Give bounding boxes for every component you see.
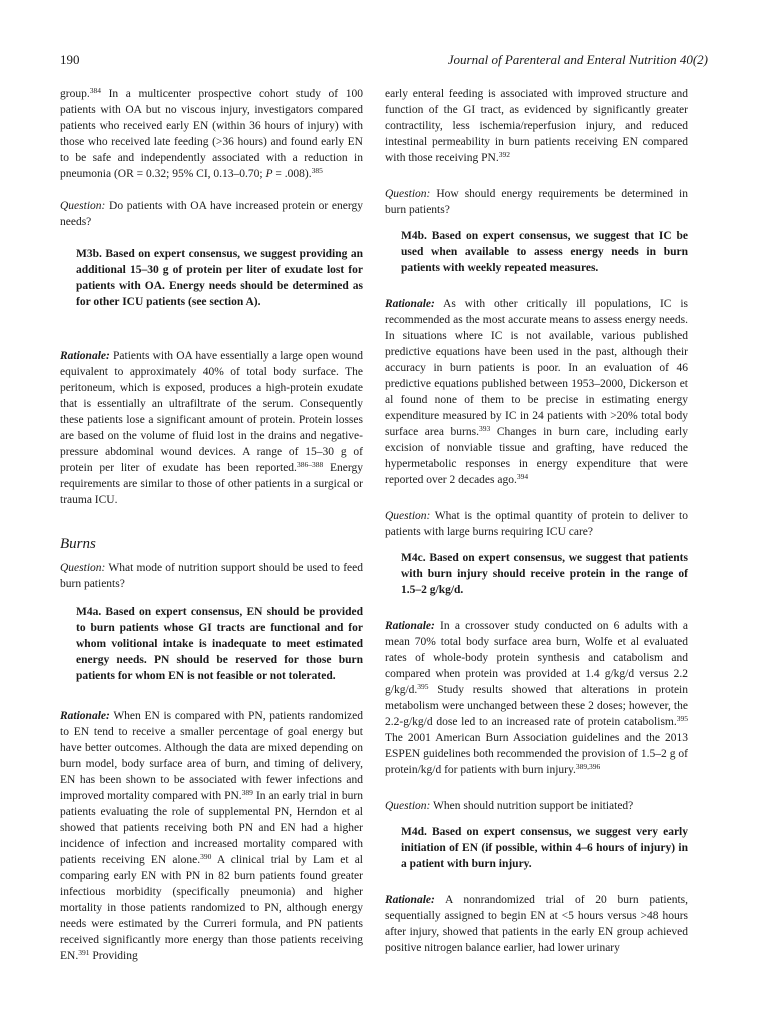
question [60,560,363,592]
page-number: 190 [60,52,80,67]
recommendation-m4b: M4b. Based on expert consensus, we suggest that IC be used when available to assess energy needs in burn patients with weekly repeated measures. [401,230,688,274]
reference-superscript: 390 [200,852,212,861]
question-text: Do patients with OA have increased protein or energy needs? [60,200,363,228]
text-run: Energy requirements are similar to those of other patients in a surgical or trauma ICU. [60,462,363,506]
question-text: What mode of nutrition support should be used to feed burn patients? [60,562,363,590]
rationale-label: Rationale: [385,298,435,310]
right-column [385,86,688,956]
recommendation-m4a: M4a. Based on expert consensus, EN should be provided to burn patients whose GI tracts are functional and for whom volitional intake is inadequate to meet estimated energy needs. PN should be reserved for those burn patients for whom EN is not feasible or not tolerated. [76,606,363,682]
reference-superscript: 395 [676,714,688,723]
text-run: Changes in burn care, including early excision of nonviable tissue and grafting, have reduced the hypermetabolic responses in energy expenditure that were reported over 2 decades ago. [385,426,688,486]
p-value-symbol: P [265,168,273,180]
text-run: In an early trial in burn patients evaluating the role of supplemental PN, Herndon et al showed that patients receiving both PN and EN had a higher incidence of infection and increased mortality compared with patients receiving EN alone. [60,790,363,866]
question-text: How should energy requirements be determined in burn patients? [385,188,688,216]
text-run: Providing [89,950,138,962]
text-run: Patients with OA have essentially a large open wound equivalent to approximately 40% of total body surface. The peritoneum, which is exposed, produces a high-protein exudate that is essentially an ultrafiltrate of the serum. Consequently these patients lose a significant amount of protein. Protein losses are based on the volume of fluid lost in the drains and negative-pressure abdominal wound devices. A range of 15–30 g of protein per liter of exudate has been reported. [60,350,363,474]
question [60,198,363,230]
text-run: early enteral feeding is associated with improved structure and function of the GI tract, as evidenced by significantly greater contractility, less ischemia/reperfusion injury, and reduced intestinal permeability in burn patients receiving EN compared with those receiving PN. [385,88,688,164]
reference-superscript: 395 [417,682,429,691]
reference-superscript: 385 [311,166,323,175]
rationale-label: Rationale: [60,350,110,362]
left-column [60,86,363,964]
rationale [385,296,688,488]
rationale-label: Rationale: [385,894,435,906]
reference-superscript: 393 [479,424,491,433]
section-heading: Burns [60,536,96,552]
reference-superscript: 386–388 [296,460,324,469]
recommendation-m4c: M4c. Based on expert consensus, we suggest that patients with burn injury should receive protein in the range of 1.5–2 g/kg/d. [401,552,688,596]
reference-superscript: 389,396 [575,762,601,771]
recommendation-m4d: M4d. Based on expert consensus, we suggest very early initiation of EN (if possible, within 4–6 hours of injury) in a patient with burn injury. [401,826,688,870]
question-text: When should nutrition support be initiated? [430,800,634,812]
question-label: Question: [385,188,431,200]
reference-superscript: 394 [516,472,529,481]
text-run: The 2001 American Burn Association guidelines and the 2013 ESPEN guidelines both recommended the provision of 1.5–2 g of protein/kg/d for patients with burn injury. [385,732,688,776]
reference-superscript: 384 [89,86,101,95]
text-run: In a crossover study conducted on 6 adults with a mean 70% total body surface area burn, Wolfe et al evaluated rates of whole-body protein synthesis and catabolism and compared when protein was provided at 1.4 g/kg/d versus 2.2 g/kg/d. [385,620,688,696]
rationale [385,892,688,956]
question-label: Question: [60,562,106,574]
question-label: Question: [385,800,431,812]
question [385,186,688,218]
reference-superscript: 392 [498,150,510,159]
question-label: Question: [385,510,431,522]
body-paragraph [385,86,688,166]
text-run: = .008). [272,168,312,180]
rationale [60,708,363,964]
text-run: A nonrandomized trial of 20 burn patients, sequentially assigned to begin EN at <5 hours versus >48 hours after injury, showed that patients in the early EN group achieved positive nitrogen balance earlier, had lower urinary [385,894,688,954]
journal-title: Journal of Parenteral and Enteral Nutrition 40(2) [447,52,708,67]
question-text: What is the optimal quantity of protein to deliver to patients with large burns requiring ICU care? [385,510,688,538]
rationale-label: Rationale: [385,620,435,632]
text-run: In a multicenter prospective cohort study of 100 patients with OA but no viscous injury, investigators compared patients who received early EN (within 36 hours of injury) with those who received late feeding (>36 hours) and found early EN to be safe and independently associated with a reduction in pneumonia (OR = 0.32; 95% CI, 0.13–0.70; [60,88,363,180]
rationale [385,618,688,778]
reference-superscript: 389 [241,788,253,797]
text-run: A clinical trial by Lam et al comparing early EN with PN in 82 burn patients found greater infectious morbidity (specifically pneumonia) and higher mortality in those patients randomized to PN, although energy needs were estimated by the Curreri formula, and PN patients received significantly more energy than those patients receiving EN. [60,854,363,962]
rationale-label: Rationale: [60,710,110,722]
page-header [60,52,708,72]
question [385,798,688,814]
recommendation-m3b: M3b. Based on expert consensus, we suggest providing an additional 15–30 g of protein per liter of exudate lost for patients with OA. Energy needs should be determined as for other ICU patients (see section A). [76,248,363,308]
text-run: group. [60,88,90,100]
body-paragraph [60,86,363,182]
rationale [60,348,363,508]
text-run: Study results showed that alterations in protein metabolism were unchanged between these 2 doses; however, the 2.2-g/kg/d dose led to an increased rate of protein catabolism. [385,684,688,728]
text-run: As with other critically ill populations, IC is recommended as the most accurate means to assess energy needs. In situations where IC is not available, various published predictive equations have been used in the past, although their accuracy in burn patients is poor. In an evaluation of 46 predictive equations published between 1953–2000, Dickerson et al found none of them to be precise in estimating energy expenditure measured by IC in 24 patients with >20% total body surface area burns. [385,298,688,438]
reference-superscript: 391 [78,948,90,957]
question [385,508,688,540]
text-run: When EN is compared with PN, patients randomized to EN tend to receive a smaller percentage of goal energy but have better outcomes. Although the data are mixed depending on burn model, body surface area of burn, and timing of delivery, EN has been shown to be associated with fewer infections and improved mortality compared with PN. [60,710,363,802]
question-label: Question: [60,200,106,212]
